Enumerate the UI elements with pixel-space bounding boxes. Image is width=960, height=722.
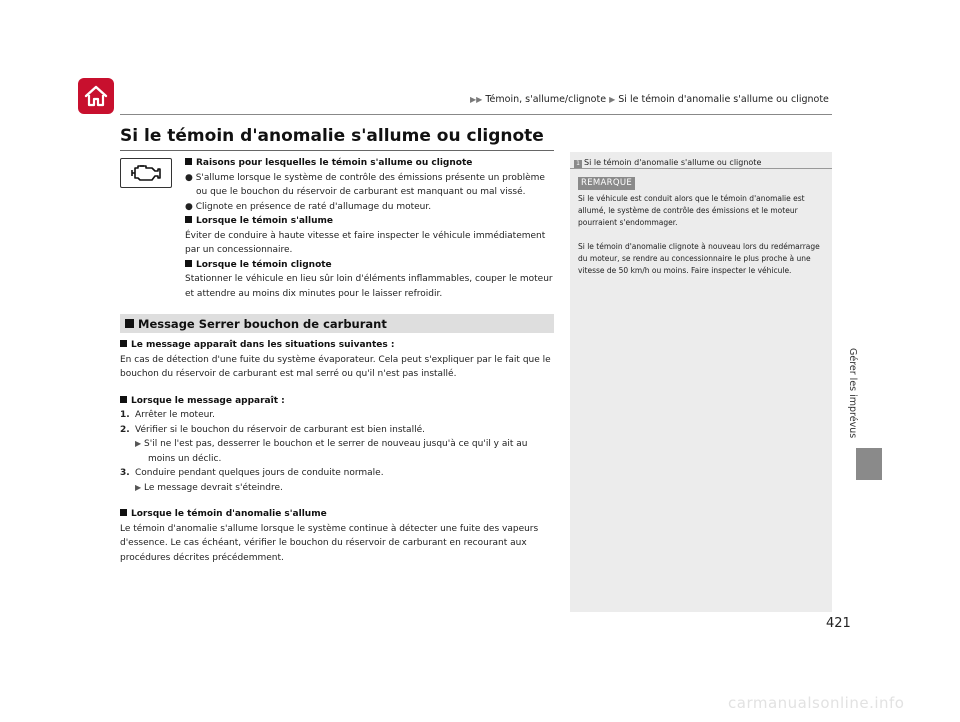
- chapter-label: Gérer les imprévus: [847, 348, 858, 439]
- step-item: 2. Vérifier si le bouchon du réservoir de carburant est bien installé.: [120, 424, 425, 435]
- heading-reasons: Raisons pour lesquelles le témoin s'allume ou clignote: [185, 156, 557, 171]
- heading-mil-on: Lorsque le témoin d'anomalie s'allume: [120, 507, 556, 522]
- list-item: ● Clignote en présence de raté d'allumage du moteur.: [185, 201, 432, 212]
- mil-on-text: Le témoin d'anomalie s'allume lorsque le système continue à détecter une fuite des vapeurs d'essence. Le cas échéant, vérifier le bouchon du réservoir de carburant en recourant aux procédures décrites précédemment.: [120, 523, 539, 563]
- square-bullet-icon: [120, 396, 127, 403]
- breadcrumb: [470, 94, 829, 105]
- breadcrumb-item[interactable]: Témoin, s'allume/clignote: [485, 94, 607, 105]
- page-title: Si le témoin d'anomalie s'allume ou clignote: [120, 126, 544, 146]
- heading-lamp-on: Lorsque le témoin s'allume: [185, 214, 557, 229]
- sidebar-paragraph: Si le véhicule est conduit alors que le témoin d'anomalie est allumé, le système de contrôle des émissions et le moteur pourraient s'endommager.: [578, 194, 805, 227]
- check-engine-icon: [128, 162, 164, 184]
- home-icon: [83, 84, 109, 108]
- triangle-arrow-icon: ▶: [135, 482, 142, 492]
- reference-number: 1: [574, 160, 582, 168]
- heading-when-message: Lorsque le message apparaît :: [120, 394, 556, 409]
- square-bullet-icon: [185, 158, 192, 165]
- section-title: Message Serrer bouchon de carburant: [138, 316, 387, 331]
- sidebar-heading: 1 Si le témoin d'anomalie s'allume ou clignote: [570, 158, 832, 168]
- remarque-badge: REMARQUE: [578, 177, 635, 190]
- sidebar-paragraph: Si le témoin d'anomalie clignote à nouveau lors du redémarrage du moteur, se rendre au concessionnaire le plus proche à une vitesse de 50 km/h ou moins. Faire inspecter le véhicule.: [578, 242, 820, 275]
- step-sub-item: ▶ S'il ne l'est pas, desserrer le bouchon et le serrer de nouveau jusqu'à ce qu'il y ait au moins un déclic.: [135, 439, 528, 464]
- warning-lamp-info: [185, 156, 557, 301]
- triangle-arrow-icon: ▶: [135, 439, 142, 448]
- list-item: ● S'allume lorsque le système de contrôle des émissions présente un problème ou que le bouchon du réservoir de carburant est manquant ou mal vissé.: [185, 172, 545, 197]
- fuel-cap-message-content: [120, 338, 556, 565]
- square-bullet-icon: [125, 319, 134, 328]
- step-item: 1. Arrêter le moteur.: [120, 410, 216, 420]
- situations-text: En cas de détection d'une fuite du système évaporateur. Cela peut s'expliquer par le fait que le bouchon du réservoir de carburant est mal serré ou qu'il n'est pas installé.: [120, 354, 551, 379]
- chapter-tab[interactable]: [856, 448, 882, 480]
- header-rule: [120, 114, 832, 115]
- sidebar-text: [578, 193, 824, 277]
- heading-situations: Le message apparaît dans les situations suivantes :: [120, 338, 556, 353]
- title-rule: [120, 150, 554, 151]
- breadcrumb-item[interactable]: Si le témoin d'anomalie s'allume ou clignote: [618, 94, 829, 105]
- square-bullet-icon: [185, 216, 192, 223]
- lamp-blink-text: Stationner le véhicule en lieu sûr loin d'éléments inflammables, couper le moteur et attendre au moins dix minutes pour le laisser refroidir.: [185, 274, 553, 299]
- sidebar-rule: [570, 168, 832, 169]
- square-bullet-icon: [185, 260, 192, 267]
- section-header-bar: [120, 314, 554, 333]
- breadcrumb-arrow-icon: ▶▶: [470, 95, 483, 104]
- step-sub-item: ▶ Le message devrait s'éteindre.: [135, 482, 283, 493]
- square-bullet-icon: [120, 509, 127, 516]
- step-item: 3. Conduire pendant quelques jours de conduite normale.: [120, 468, 384, 478]
- home-button[interactable]: [78, 78, 114, 114]
- watermark: carmanualsonline.info: [728, 694, 905, 712]
- breadcrumb-arrow-icon: ▶: [609, 95, 616, 104]
- lamp-on-text: Éviter de conduire à haute vitesse et faire inspecter le véhicule immédiatement par un concessionnaire.: [185, 230, 546, 255]
- page-number: 421: [826, 616, 851, 631]
- heading-lamp-blink: Lorsque le témoin clignote: [185, 258, 557, 273]
- engine-warning-lamp: [120, 158, 172, 188]
- square-bullet-icon: [120, 340, 127, 347]
